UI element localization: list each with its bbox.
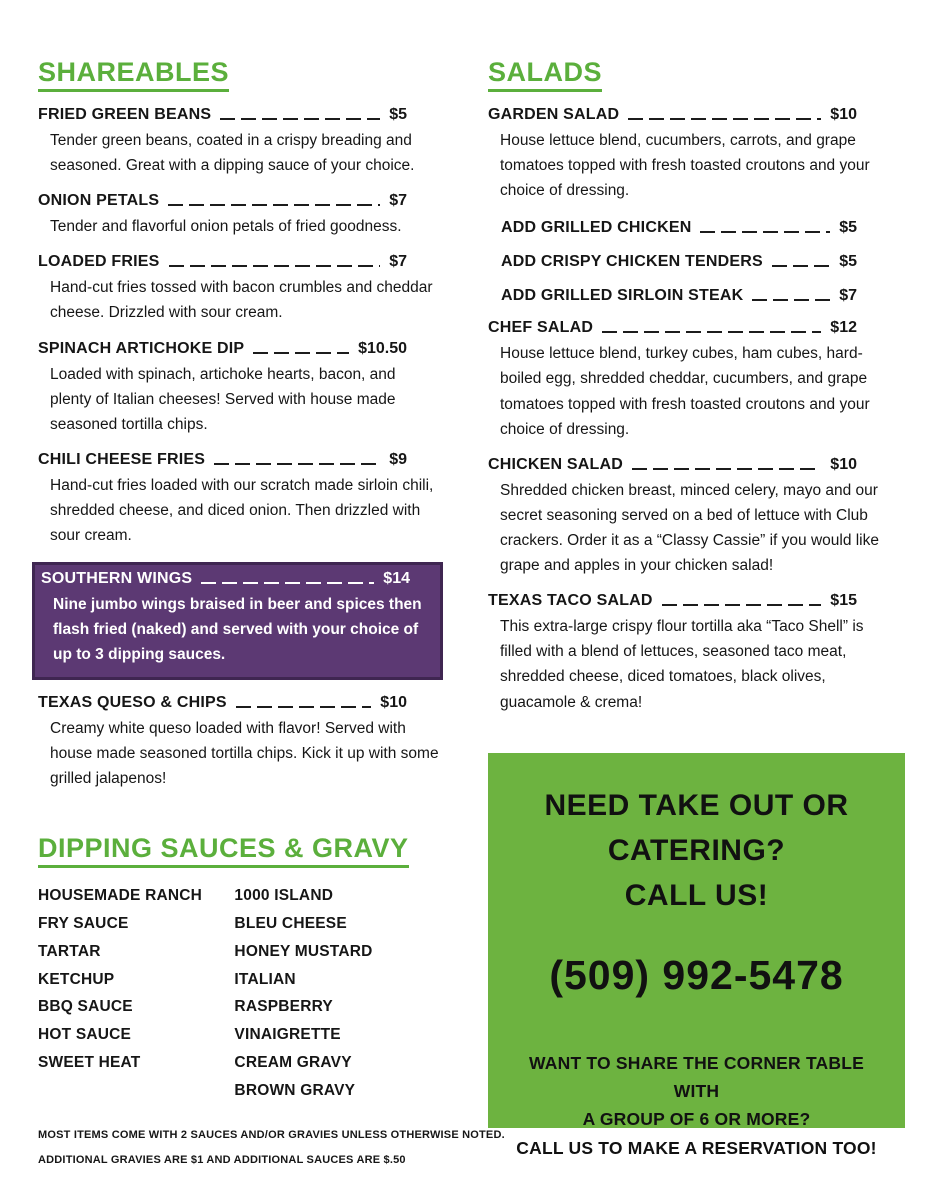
item-description: Creamy white queso loaded with flavor! Served with house made seasoned tortilla chips. Kick it up with some grilled jalapenos! bbox=[50, 719, 439, 787]
menu-item bbox=[32, 562, 443, 679]
price-leader bbox=[214, 463, 380, 465]
menu-item bbox=[38, 106, 443, 178]
price-leader bbox=[700, 231, 830, 233]
item-description: House lettuce blend, cucumbers, carrots, and grape tomatoes topped with fresh toasted croutons and your choice of dressing. bbox=[500, 132, 870, 200]
phone-number: (509) 992-5478 bbox=[549, 951, 844, 998]
price-leader bbox=[220, 118, 380, 120]
price-leader bbox=[752, 299, 830, 301]
addon-name: ADD GRILLED CHICKEN bbox=[501, 219, 692, 237]
item-name: SOUTHERN WINGS bbox=[41, 570, 193, 588]
sauce-list-right bbox=[234, 882, 443, 1105]
promo-headline-line: NEED TAKE OUT OR bbox=[544, 788, 849, 822]
item-row bbox=[488, 319, 857, 337]
item-addons bbox=[488, 219, 905, 305]
item-price: $10 bbox=[380, 693, 407, 711]
item-description: Loaded with spinach, artichoke hearts, bacon, and plenty of Italian cheeses! Served with house made seasoned tortilla chips. bbox=[50, 365, 396, 433]
item-row bbox=[38, 340, 407, 358]
item-price: $10 bbox=[830, 455, 857, 473]
section-dipping-sauces bbox=[38, 832, 505, 1174]
item-price: $9 bbox=[389, 450, 407, 468]
promo-box bbox=[488, 753, 905, 1158]
sauce-item: HONEY MUSTARD bbox=[234, 942, 373, 960]
price-leader bbox=[201, 582, 374, 584]
item-row bbox=[488, 106, 857, 124]
item-description: Shredded chicken breast, minced celery, mayo and our secret seasoning served on a bed of lettuce with Club crackers. Order it as a “Classy Cassie” if you would like grape and apples in your chicken salad! bbox=[500, 481, 880, 575]
right-column bbox=[488, 57, 905, 1200]
item-name: TEXAS QUESO & CHIPS bbox=[38, 693, 227, 711]
section-title-text: DIPPING SAUCES & GRAVY bbox=[38, 833, 409, 868]
item-row bbox=[38, 253, 407, 271]
promo-note-line: CALL US TO MAKE A RESERVATION TOO! bbox=[516, 1137, 877, 1158]
sauce-item: BBQ SAUCE bbox=[38, 998, 133, 1016]
menu-item bbox=[488, 106, 905, 305]
section-salads bbox=[488, 57, 905, 715]
item-name: TEXAS TACO SALAD bbox=[488, 592, 653, 610]
item-price: $10.50 bbox=[358, 339, 407, 357]
menu-item bbox=[38, 253, 443, 325]
section-title-salads bbox=[488, 57, 905, 92]
item-price: $15 bbox=[830, 592, 857, 610]
item-row bbox=[41, 570, 410, 588]
sauce-item: 1000 ISLAND bbox=[234, 886, 334, 904]
price-leader bbox=[628, 118, 821, 120]
menu-item bbox=[488, 456, 905, 578]
menu-item bbox=[38, 192, 443, 239]
addon-price: $5 bbox=[839, 219, 857, 237]
sauce-item: KETCHUP bbox=[38, 970, 115, 988]
item-name: FRIED GREEN BEANS bbox=[38, 106, 212, 123]
menu-item bbox=[38, 340, 443, 437]
item-description: Hand-cut fries loaded with our scratch made sirloin chili, shredded cheese, and diced onion. Then drizzled with sour cream. bbox=[50, 476, 434, 545]
item-name: LOADED FRIES bbox=[38, 253, 160, 271]
footnote-line: ADDITIONAL GRAVIES ARE $1 AND ADDITIONAL SAUCES ARE $.50 bbox=[38, 1154, 406, 1167]
price-leader bbox=[168, 204, 380, 206]
price-leader bbox=[253, 352, 349, 354]
item-name: CHEF SALAD bbox=[488, 319, 594, 337]
section-title-shareables bbox=[38, 57, 443, 92]
section-title-dipping-sauces bbox=[38, 833, 443, 868]
item-name: SPINACH ARTICHOKE DIP bbox=[38, 339, 245, 357]
item-description: Hand-cut fries tossed with bacon crumbles and cheddar cheese. Drizzled with sour cream. bbox=[50, 279, 433, 322]
menu-item bbox=[488, 319, 905, 441]
price-leader bbox=[662, 604, 822, 606]
promo-note-line: A GROUP OF 6 OR MORE? bbox=[582, 1109, 811, 1130]
item-description: This extra-large crispy flour tortilla aka “Taco Shell” is filled with a blend of lettuces, seasoned taco meat, shredded cheese, diced tomatoes, black olives, guacamole & crema! bbox=[500, 618, 864, 711]
addon-price: $5 bbox=[839, 253, 857, 271]
item-row bbox=[488, 456, 857, 474]
promo-note-line: WANT TO SHARE THE CORNER TABLE WITH bbox=[529, 1052, 864, 1101]
promo-headline bbox=[504, 783, 889, 918]
item-row bbox=[488, 592, 857, 610]
item-price: $14 bbox=[383, 570, 410, 588]
footnote-line: MOST ITEMS COME WITH 2 SAUCES AND/OR GRAVIES UNLESS OTHERWISE NOTED. bbox=[38, 1128, 505, 1141]
item-price: $10 bbox=[830, 106, 857, 123]
item-name: CHILI CHEESE FRIES bbox=[38, 450, 206, 468]
item-row bbox=[38, 451, 407, 469]
sauce-item: HOT SAUCE bbox=[38, 1026, 132, 1044]
sauce-columns bbox=[38, 882, 443, 1105]
salads-item-list bbox=[488, 106, 905, 715]
shareables-item-list bbox=[38, 106, 443, 791]
sauce-item: TARTAR bbox=[38, 942, 101, 960]
item-price: $12 bbox=[830, 319, 857, 337]
left-column bbox=[38, 57, 505, 1200]
promo-reservation-note bbox=[504, 1049, 889, 1162]
item-price: $7 bbox=[389, 253, 407, 271]
item-price: $7 bbox=[389, 192, 407, 210]
menu-item bbox=[38, 451, 443, 548]
item-description: Nine jumbo wings braised in beer and spices then flash fried (naked) and served with your choice of up to 3 dipping sauces. bbox=[53, 596, 422, 664]
price-leader bbox=[772, 265, 830, 267]
addon-name: ADD GRILLED SIRLOIN STEAK bbox=[501, 287, 744, 305]
item-name: CHICKEN SALAD bbox=[488, 455, 624, 473]
sauce-item: CREAM GRAVY bbox=[234, 1054, 352, 1072]
addon-row bbox=[488, 253, 857, 271]
addon-row bbox=[488, 219, 857, 237]
item-description: Tender and flavorful onion petals of fried goodness. bbox=[50, 218, 402, 236]
price-leader bbox=[602, 331, 821, 333]
sauce-item: ITALIAN bbox=[234, 970, 296, 988]
item-description: Tender green beans, coated in a crispy breading and seasoned. Great with a dipping sauce of your choice. bbox=[50, 132, 415, 175]
sauce-item: BLEU CHEESE bbox=[234, 914, 347, 932]
sauce-footnote bbox=[38, 1123, 505, 1174]
item-name: ONION PETALS bbox=[38, 192, 160, 210]
price-leader bbox=[169, 265, 381, 267]
sauce-item: SWEET HEAT bbox=[38, 1054, 141, 1072]
addon-price: $7 bbox=[839, 287, 857, 305]
item-row bbox=[38, 694, 407, 712]
promo-headline-line: CATERING? bbox=[607, 833, 786, 867]
sauce-item: FRY SAUCE bbox=[38, 914, 129, 932]
sauce-item: HOUSEMADE RANCH bbox=[38, 886, 203, 904]
section-title-text: SALADS bbox=[488, 57, 602, 92]
menu-item bbox=[38, 694, 443, 791]
sauce-item: BROWN GRAVY bbox=[234, 1082, 356, 1100]
item-price: $5 bbox=[389, 106, 407, 123]
sauce-list-left bbox=[38, 882, 234, 1105]
menu-item bbox=[488, 592, 905, 714]
item-row bbox=[38, 192, 407, 210]
item-name: GARDEN SALAD bbox=[488, 106, 620, 123]
promo-headline-line: CALL US! bbox=[624, 878, 769, 912]
price-leader bbox=[632, 468, 821, 470]
addon-name: ADD CRISPY CHICKEN TENDERS bbox=[501, 253, 763, 271]
item-row bbox=[38, 106, 407, 124]
addon-row bbox=[488, 287, 857, 305]
price-leader bbox=[236, 706, 372, 708]
item-description: House lettuce blend, turkey cubes, ham cubes, hard-boiled egg, shredded cheddar, cucumbers, and grape tomatoes topped with fresh toasted croutons and your choice of dressing. bbox=[500, 345, 870, 438]
section-shareables bbox=[38, 57, 443, 791]
section-title-text: SHAREABLES bbox=[38, 57, 229, 92]
sauce-item: RASPBERRY VINAIGRETTE bbox=[234, 998, 341, 1044]
